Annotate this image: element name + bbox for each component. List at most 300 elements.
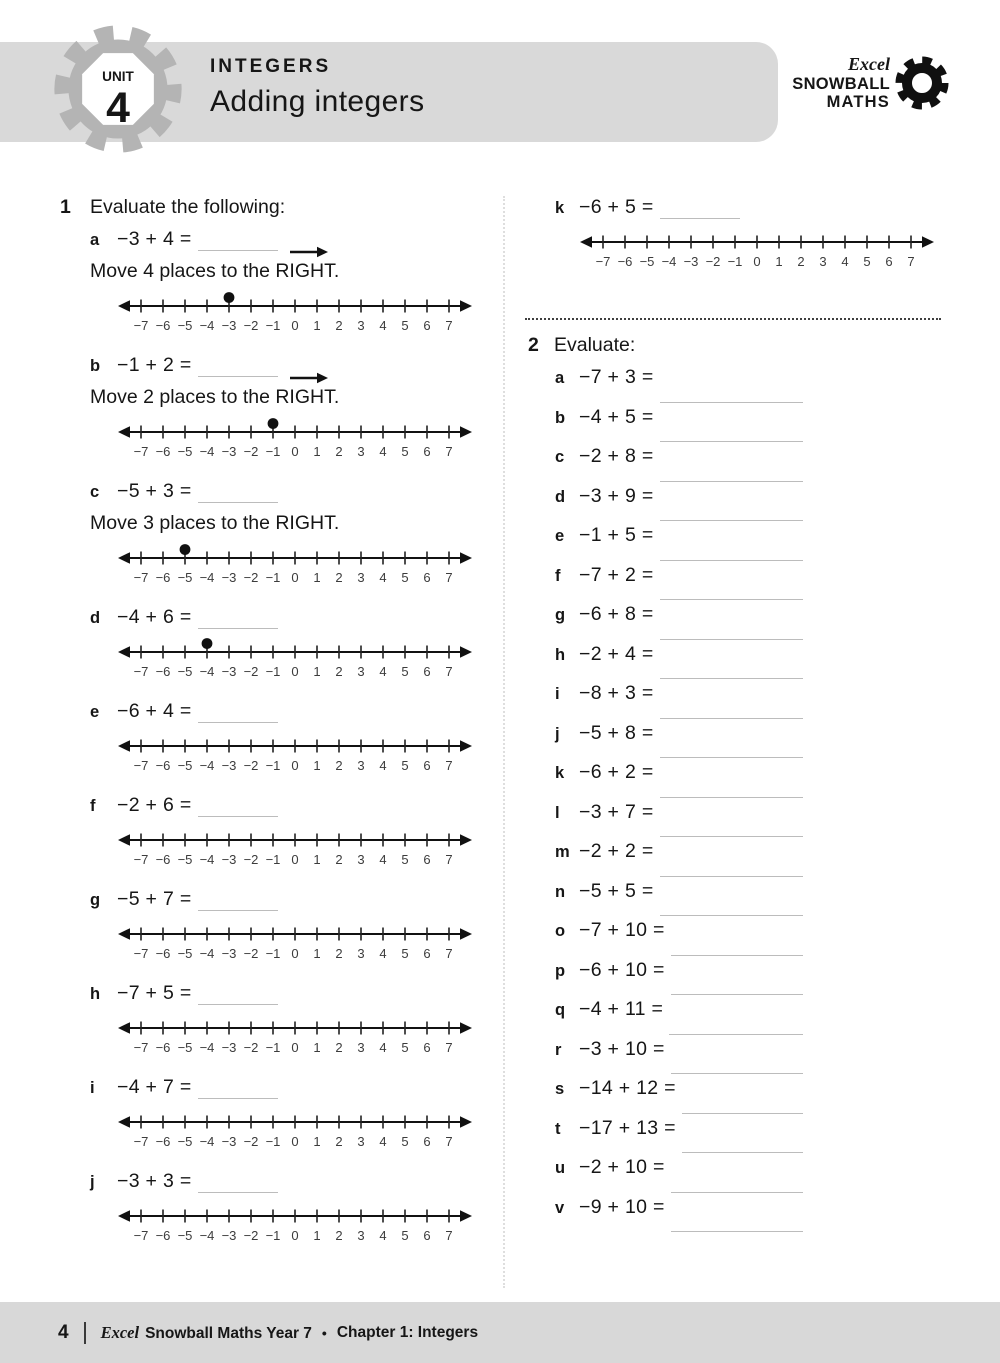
tick-label: −5 xyxy=(177,664,193,679)
answer-blank xyxy=(198,1192,278,1193)
tick-label: −2 xyxy=(243,570,259,585)
tick-label: 6 xyxy=(423,664,431,679)
question-prompt: Evaluate the following: xyxy=(90,196,286,218)
tick-label: 3 xyxy=(357,946,365,961)
item-label: h xyxy=(555,645,566,664)
tick-label: 4 xyxy=(379,852,387,867)
move-hint xyxy=(90,512,480,538)
tick-label: 4 xyxy=(379,664,387,679)
expression: −1 + 5 = xyxy=(579,524,654,546)
item-label: v xyxy=(555,1198,565,1217)
tick-label: −2 xyxy=(243,664,259,679)
tick-label: −5 xyxy=(177,1040,193,1055)
tick-label: −6 xyxy=(155,946,171,961)
page-title: Adding integers xyxy=(210,85,425,118)
expression: −7 + 2 = xyxy=(579,563,654,586)
question-2-item xyxy=(525,919,803,959)
tick-label: −3 xyxy=(221,1228,237,1243)
tick-label: 6 xyxy=(423,852,431,867)
answer-blank xyxy=(660,599,803,600)
item-label: d xyxy=(555,487,566,506)
position-dot xyxy=(224,292,235,303)
tick-label: 0 xyxy=(291,444,299,459)
tick-label: −3 xyxy=(221,946,237,961)
tick-label: 3 xyxy=(357,318,365,333)
expression: −5 + 5 = xyxy=(579,879,654,902)
tick-label: 5 xyxy=(863,254,871,269)
question-2-item xyxy=(525,603,803,643)
tick-label: 0 xyxy=(291,758,299,773)
tick-label: −5 xyxy=(177,1134,193,1149)
tick-label: −6 xyxy=(155,318,171,333)
item-label: u xyxy=(555,1159,566,1177)
tick-label: −4 xyxy=(199,1228,215,1243)
item-label: g xyxy=(555,606,566,624)
item-label: l xyxy=(555,803,560,822)
answer-blank xyxy=(660,560,803,561)
answer-blank xyxy=(682,1113,803,1114)
number-line xyxy=(117,1108,473,1154)
tick-label: 5 xyxy=(401,946,409,961)
item-label: c xyxy=(90,483,100,501)
tick-label: 0 xyxy=(291,318,299,333)
tick-label: −3 xyxy=(221,1040,237,1055)
tick-label: 6 xyxy=(423,1228,431,1243)
item-label: d xyxy=(90,609,101,627)
logo-maths: MATHS xyxy=(826,92,890,111)
question-2-item xyxy=(525,880,803,920)
item-label: b xyxy=(555,408,566,427)
question-2-item xyxy=(525,524,803,564)
item-label: p xyxy=(555,961,566,980)
tick-label: −6 xyxy=(155,664,171,679)
expression-line xyxy=(90,794,480,820)
tick-label: −5 xyxy=(177,852,193,867)
tick-label: 0 xyxy=(753,254,761,269)
item-label: e xyxy=(555,527,565,545)
tick-label: 2 xyxy=(335,1228,343,1243)
number-line-slot xyxy=(90,544,480,590)
tick-label: 1 xyxy=(313,1134,321,1149)
expression: −6 + 10 = xyxy=(579,958,665,981)
tick-label: −2 xyxy=(243,1228,259,1243)
question-number: 1 xyxy=(60,196,71,218)
expression-line xyxy=(90,982,480,1008)
tick-label: −5 xyxy=(639,254,655,269)
expression-line xyxy=(90,480,480,506)
tick-label: 6 xyxy=(423,318,431,333)
tick-label: −2 xyxy=(243,318,259,333)
tick-label: −7 xyxy=(133,664,149,679)
question-1-item xyxy=(55,1076,480,1154)
tick-label: −4 xyxy=(199,758,215,773)
tick-label: −1 xyxy=(265,444,281,459)
tick-label: −6 xyxy=(155,1228,171,1243)
item-label: a xyxy=(555,369,565,387)
question-2-list xyxy=(525,366,947,1235)
logo-gear-icon xyxy=(894,54,950,112)
expression: −7 + 5 = xyxy=(117,982,192,1004)
tick-label: −1 xyxy=(265,758,281,773)
question-1-item xyxy=(55,982,480,1060)
tick-label: 0 xyxy=(291,1134,299,1149)
answer-blank xyxy=(660,678,803,679)
expression: −7 + 3 = xyxy=(579,366,654,388)
item-label: i xyxy=(90,1079,95,1097)
expression-line xyxy=(90,354,480,380)
tick-label: 7 xyxy=(445,570,453,585)
section-divider xyxy=(525,318,941,320)
tick-label: 5 xyxy=(401,758,409,773)
question-2-item xyxy=(525,1077,803,1117)
answer-blank xyxy=(671,955,803,956)
tick-label: 1 xyxy=(313,758,321,773)
tick-label: 6 xyxy=(423,946,431,961)
question-2-item xyxy=(525,1156,803,1196)
tick-label: 5 xyxy=(401,318,409,333)
item-label: r xyxy=(555,1040,562,1059)
tick-label: −5 xyxy=(177,1228,193,1243)
expression-line xyxy=(90,1170,480,1196)
tick-label: −7 xyxy=(133,318,149,333)
page-number: 4 xyxy=(58,1321,69,1343)
question-2-item xyxy=(525,959,803,999)
expression: −2 + 4 = xyxy=(579,642,654,665)
tick-label: −2 xyxy=(243,444,259,459)
answer-blank xyxy=(660,218,740,219)
expression: −5 + 7 = xyxy=(117,888,192,910)
tick-label: −3 xyxy=(221,444,237,459)
brand-logo xyxy=(792,54,950,112)
tick-label: 7 xyxy=(445,318,453,333)
question-2-section xyxy=(525,196,947,1235)
unit-label: UNIT xyxy=(102,69,134,85)
series-name: Excel xyxy=(100,1322,140,1342)
tick-label: −4 xyxy=(661,254,677,269)
tick-label: 7 xyxy=(445,946,453,961)
item-label: b xyxy=(90,357,101,375)
tick-label: 7 xyxy=(445,758,453,773)
answer-blank xyxy=(660,915,803,916)
tick-label: −5 xyxy=(177,444,193,459)
question-1-item xyxy=(55,354,480,464)
question-1-item xyxy=(55,228,480,338)
question-2-item xyxy=(525,1038,803,1078)
item-label: k xyxy=(555,764,565,782)
number-line-slot xyxy=(90,638,480,684)
question-2-item xyxy=(525,682,803,722)
item-label: f xyxy=(90,797,96,815)
move-hint xyxy=(90,260,480,286)
tick-label: 5 xyxy=(401,1134,409,1149)
number-line xyxy=(117,826,473,872)
question-2-item xyxy=(525,998,803,1038)
tick-label: −5 xyxy=(177,758,193,773)
item-label: i xyxy=(555,685,560,703)
number-line-slot xyxy=(90,418,480,464)
tick-label: 3 xyxy=(357,1134,365,1149)
tick-label: 0 xyxy=(291,570,299,585)
number-line xyxy=(117,920,473,966)
expression: −14 + 12 = xyxy=(579,1077,676,1099)
tick-label: 4 xyxy=(841,254,849,269)
question-2-item xyxy=(525,1117,803,1157)
tick-label: 7 xyxy=(445,1134,453,1149)
expression: −2 + 6 = xyxy=(117,794,192,816)
expression: −9 + 10 = xyxy=(579,1195,665,1218)
item-label: f xyxy=(555,566,561,585)
tick-label: −6 xyxy=(155,758,171,773)
number-line-slot xyxy=(90,1014,480,1060)
tick-label: −3 xyxy=(221,570,237,585)
question-1-item xyxy=(525,196,947,274)
answer-blank xyxy=(198,910,278,911)
item-label: g xyxy=(90,891,101,909)
expression: −2 + 2 = xyxy=(579,840,654,862)
logo-series-name: Excel xyxy=(848,53,890,74)
answer-blank xyxy=(660,718,803,719)
item-label: j xyxy=(90,1173,95,1191)
answer-blank xyxy=(660,876,803,877)
tick-label: 3 xyxy=(357,1040,365,1055)
tick-label: 2 xyxy=(335,1040,343,1055)
number-line xyxy=(579,228,935,274)
expression-line xyxy=(90,888,480,914)
tick-label: −7 xyxy=(133,1228,149,1243)
answer-blank xyxy=(660,402,803,403)
expression: −4 + 11 = xyxy=(579,998,664,1020)
right-arrow-icon xyxy=(288,244,328,258)
tick-label: −6 xyxy=(155,1040,171,1055)
answer-blank xyxy=(198,376,278,377)
number-line-slot xyxy=(90,826,480,872)
move-hint xyxy=(90,386,480,412)
tick-label: 4 xyxy=(379,758,387,773)
tick-label: −2 xyxy=(243,758,259,773)
unit-badge xyxy=(50,18,186,160)
tick-label: 2 xyxy=(335,852,343,867)
tick-label: −7 xyxy=(133,946,149,961)
answer-blank xyxy=(660,757,803,758)
tick-label: 3 xyxy=(357,570,365,585)
page-footer xyxy=(0,1302,1000,1363)
tick-label: 2 xyxy=(797,254,805,269)
answer-blank xyxy=(198,1098,278,1099)
tick-label: −3 xyxy=(221,318,237,333)
tick-label: 4 xyxy=(379,1040,387,1055)
expression-line xyxy=(90,606,480,632)
tick-label: 3 xyxy=(819,254,827,269)
footer-divider xyxy=(84,1322,86,1344)
tick-label: 4 xyxy=(379,1134,387,1149)
expression: −1 + 2 = xyxy=(117,354,192,376)
tick-label: 4 xyxy=(379,946,387,961)
tick-label: 1 xyxy=(313,1040,321,1055)
number-line xyxy=(117,544,473,590)
question-1-item-k-slot xyxy=(525,196,947,274)
tick-label: −1 xyxy=(727,254,743,269)
tick-label: −1 xyxy=(265,318,281,333)
item-label: a xyxy=(90,231,100,249)
tick-label: 7 xyxy=(445,444,453,459)
tick-label: −4 xyxy=(199,570,215,585)
tick-label: −4 xyxy=(199,946,215,961)
tick-label: −6 xyxy=(155,1134,171,1149)
question-1-list xyxy=(55,228,480,1248)
tick-label: 1 xyxy=(313,570,321,585)
tick-label: −3 xyxy=(221,664,237,679)
number-line-slot xyxy=(555,228,947,274)
question-1-heading xyxy=(55,196,480,219)
expression: −6 + 5 = xyxy=(579,196,654,218)
expression: −3 + 4 = xyxy=(117,228,192,250)
header-titles xyxy=(210,56,424,119)
tick-label: 3 xyxy=(357,758,365,773)
tick-label: 2 xyxy=(335,318,343,333)
expression: −3 + 9 = xyxy=(579,484,654,507)
expression: −8 + 3 = xyxy=(579,682,654,704)
tick-label: −6 xyxy=(155,852,171,867)
number-line xyxy=(117,1202,473,1248)
expression: −5 + 8 = xyxy=(579,721,654,744)
tick-label: 6 xyxy=(885,254,893,269)
tick-label: 3 xyxy=(357,664,365,679)
tick-label: −3 xyxy=(221,758,237,773)
question-1-item xyxy=(55,606,480,684)
logo-snowball: SNOWBALL xyxy=(792,74,890,93)
tick-label: 0 xyxy=(291,946,299,961)
right-arrow-icon xyxy=(288,370,328,384)
question-number: 2 xyxy=(528,334,539,356)
item-label: q xyxy=(555,1001,566,1019)
answer-blank xyxy=(671,1231,803,1232)
tick-label: −4 xyxy=(199,444,215,459)
expression: −6 + 2 = xyxy=(579,761,654,783)
expression: −3 + 10 = xyxy=(579,1037,665,1060)
tick-label: 2 xyxy=(335,444,343,459)
tick-label: 3 xyxy=(357,444,365,459)
tick-label: −7 xyxy=(133,852,149,867)
tick-label: 3 xyxy=(357,852,365,867)
number-line xyxy=(117,292,473,338)
tick-label: 5 xyxy=(401,570,409,585)
tick-label: 4 xyxy=(379,1228,387,1243)
question-1-item xyxy=(55,1170,480,1248)
tick-label: 1 xyxy=(313,852,321,867)
tick-label: 7 xyxy=(445,664,453,679)
tick-label: −7 xyxy=(133,570,149,585)
tick-label: 2 xyxy=(335,758,343,773)
question-1-item xyxy=(55,794,480,872)
answer-blank xyxy=(669,1034,803,1035)
expression: −2 + 10 = xyxy=(579,1156,665,1178)
position-dot xyxy=(268,418,279,429)
item-label: k xyxy=(555,199,565,217)
chapter-label: Chapter 1: Integers xyxy=(336,1323,479,1341)
tick-label: 5 xyxy=(401,852,409,867)
unit-gear-icon xyxy=(50,18,186,160)
tick-label: 5 xyxy=(401,1040,409,1055)
number-line xyxy=(117,732,473,778)
tick-label: 1 xyxy=(313,444,321,459)
unit-number: 4 xyxy=(106,84,130,133)
question-1-item xyxy=(55,700,480,778)
tick-label: 0 xyxy=(291,852,299,867)
move-text: Move 3 places to the RIGHT. xyxy=(90,512,340,534)
tick-label: −1 xyxy=(265,570,281,585)
answer-blank xyxy=(660,441,803,442)
answer-blank xyxy=(198,722,278,723)
item-label: h xyxy=(90,985,101,1003)
move-text: Move 2 places to the RIGHT. xyxy=(90,386,340,408)
tick-label: 1 xyxy=(313,1228,321,1243)
tick-label: −1 xyxy=(265,946,281,961)
tick-label: −1 xyxy=(265,1040,281,1055)
tick-label: −6 xyxy=(155,444,171,459)
tick-label: −7 xyxy=(133,1134,149,1149)
tick-label: −3 xyxy=(221,1134,237,1149)
number-line-slot xyxy=(90,920,480,966)
tick-label: −7 xyxy=(133,1040,149,1055)
tick-label: −1 xyxy=(265,1134,281,1149)
expression: −3 + 3 = xyxy=(117,1170,192,1192)
expression: −6 + 4 = xyxy=(117,700,192,722)
tick-label: 1 xyxy=(313,946,321,961)
tick-label: −5 xyxy=(177,318,193,333)
tick-label: 4 xyxy=(379,444,387,459)
answer-blank xyxy=(660,797,803,798)
expression: −17 + 13 = xyxy=(579,1116,676,1139)
question-2-item xyxy=(525,366,803,406)
question-2-item xyxy=(525,564,803,604)
tick-label: −4 xyxy=(199,664,215,679)
expression: −5 + 3 = xyxy=(117,480,192,502)
answer-blank xyxy=(198,250,278,251)
expression-line xyxy=(555,196,947,222)
expression-line xyxy=(90,700,480,726)
answer-blank xyxy=(671,1073,803,1074)
expression: −4 + 7 = xyxy=(117,1076,192,1098)
question-1-section xyxy=(55,196,480,1264)
tick-label: 1 xyxy=(775,254,783,269)
tick-label: 6 xyxy=(423,570,431,585)
tick-label: −1 xyxy=(265,852,281,867)
tick-label: 6 xyxy=(423,758,431,773)
expression: −2 + 8 = xyxy=(579,445,654,467)
tick-label: 2 xyxy=(335,1134,343,1149)
tick-label: −7 xyxy=(133,444,149,459)
expression: −6 + 8 = xyxy=(579,603,654,625)
tick-label: 6 xyxy=(423,1040,431,1055)
question-2-heading xyxy=(525,334,947,357)
question-2-item xyxy=(525,840,803,880)
tick-label: 0 xyxy=(291,1228,299,1243)
tick-label: −7 xyxy=(595,254,611,269)
number-line xyxy=(117,1014,473,1060)
answer-blank xyxy=(660,836,803,837)
tick-label: 5 xyxy=(401,1228,409,1243)
question-1-item xyxy=(55,888,480,966)
tick-label: −4 xyxy=(199,1134,215,1149)
tick-label: 6 xyxy=(423,1134,431,1149)
book-name: Snowball Maths Year 7 xyxy=(145,1324,312,1342)
tick-label: 2 xyxy=(335,664,343,679)
question-2-item xyxy=(525,406,803,446)
brand-logo-text xyxy=(792,55,890,111)
answer-blank xyxy=(198,1004,278,1005)
tick-label: −3 xyxy=(221,852,237,867)
tick-label: 7 xyxy=(445,852,453,867)
